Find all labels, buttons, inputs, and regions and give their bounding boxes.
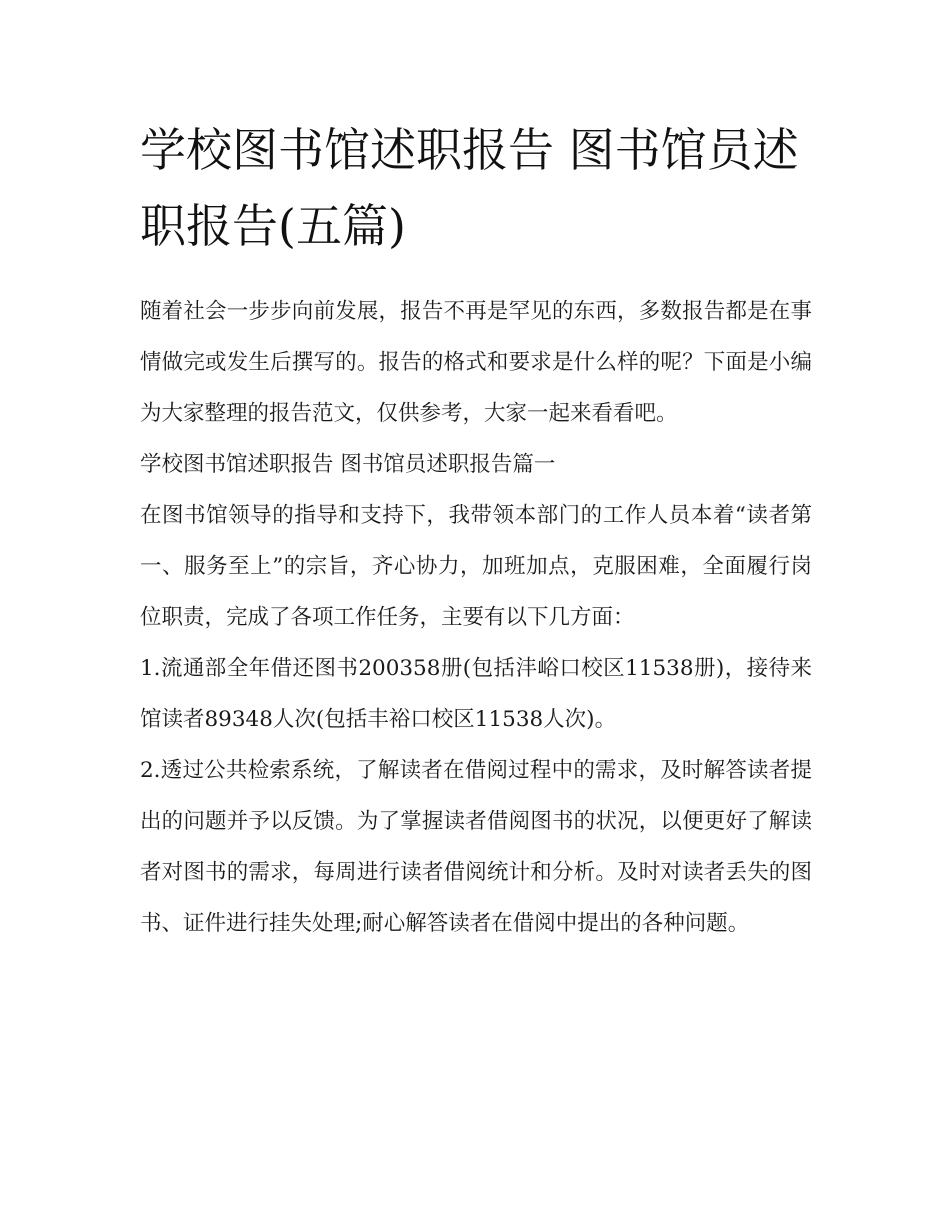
document-title: 学校图书馆述职报告 图书馆员述职报告(五篇) — [140, 123, 799, 253]
document-page — [140, 112, 812, 949]
list-item-1: 1.流通部全年借还图书200358册(包括沣峪口校区11538册)，接待来馆读者89348人次(包括丰裕口校区11538人次)。 — [140, 656, 812, 732]
body-paragraph-1: 在图书馆领导的指导和支持下，我带领本部门的工作人员本着“读者第一、服务至上”的宗旨，齐心协力，加班加点，克服困难，全面履行岗位职责，完成了各项工作任务，主要有以下几方面： — [140, 503, 812, 630]
intro-paragraph: 随着社会一步步向前发展，报告不再是罕见的东西，多数报告都是在事情做完或发生后撰写的。报告的格式和要求是什么样的呢？下面是小编为大家整理的报告范文，仅供参考，大家一起来看看吧。 — [140, 299, 812, 426]
list-item-2: 2.透过公共检索系统，了解读者在借阅过程中的需求，及时解答读者提出的问题并予以反馈。为了掌握读者借阅图书的状况，以便更好了解读者对图书的需求，每周进行读者借阅统计和分析。及时对读者丢失的图书、证件进行挂失处理;耐心解答读者在借阅中提出的各种问题。 — [140, 758, 812, 936]
section-heading: 学校图书馆述职报告 图书馆员述职报告篇一 — [140, 452, 556, 477]
